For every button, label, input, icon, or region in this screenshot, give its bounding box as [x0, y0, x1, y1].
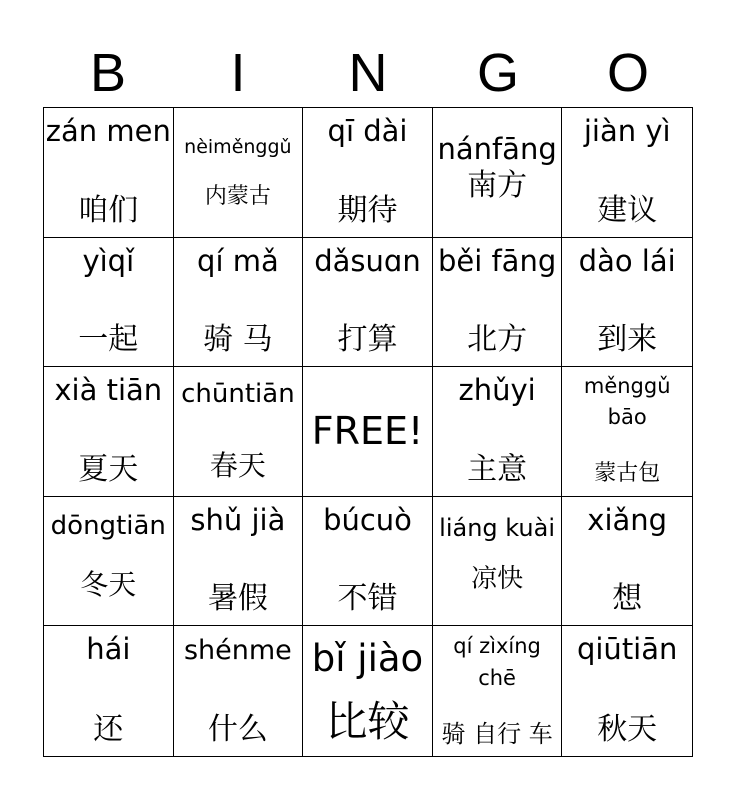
bingo-header	[43, 40, 693, 106]
cell-pinyin: shǔ jià	[190, 502, 286, 537]
cell-hanzi: 凉快	[471, 564, 524, 595]
bingo-cell[interactable]	[303, 626, 433, 756]
bingo-cell[interactable]	[433, 238, 563, 368]
cell-pinyin: běi fāng	[437, 243, 557, 278]
cell-pinyin: liáng kuài	[439, 513, 556, 542]
bingo-cell[interactable]	[562, 497, 692, 627]
cell-hanzi: 春天	[209, 448, 266, 482]
cell-pinyin: měnggǔ bāo	[583, 374, 671, 430]
bingo-cell[interactable]	[562, 238, 692, 368]
bingo-cell[interactable]	[174, 367, 304, 497]
bingo-cell[interactable]	[433, 626, 563, 756]
cell-pinyin: yìqǐ	[82, 243, 135, 278]
cell-hanzi: 到来	[597, 322, 658, 358]
free-space-cell[interactable]	[303, 367, 433, 497]
bingo-cell[interactable]	[174, 238, 304, 368]
cell-pinyin: qí mǎ	[197, 243, 279, 278]
bingo-cell[interactable]	[44, 626, 174, 756]
cell-hanzi: 想	[612, 581, 643, 617]
bingo-cell[interactable]	[303, 497, 433, 627]
bingo-cell[interactable]	[433, 497, 563, 627]
bingo-cell[interactable]	[44, 238, 174, 368]
cell-pinyin: zhǔyi	[458, 373, 536, 408]
free-space-label: FREE!	[311, 409, 424, 454]
cell-pinyin: dào lái	[578, 243, 676, 278]
header-letter-g: G	[476, 43, 519, 103]
cell-hanzi: 暑假	[207, 581, 268, 617]
header-letter-b: B	[89, 43, 127, 103]
bingo-cell[interactable]	[174, 626, 304, 756]
bingo-cell[interactable]	[303, 238, 433, 368]
cell-pinyin: qiūtiān	[576, 632, 678, 667]
bingo-cell[interactable]	[44, 367, 174, 497]
bingo-cell[interactable]	[562, 108, 692, 238]
bingo-cell[interactable]	[433, 108, 563, 238]
header-letter-n: N	[348, 43, 388, 103]
cell-pinyin: zán men	[45, 114, 171, 148]
cell-hanzi: 秋天	[597, 712, 658, 747]
cell-hanzi: 比较	[325, 697, 410, 746]
cell-hanzi: 蒙古包	[594, 460, 661, 486]
cell-hanzi: 期待	[337, 192, 398, 228]
cell-pinyin: bǐ jiào	[311, 637, 424, 681]
cell-hanzi: 咱们	[78, 192, 139, 228]
cell-hanzi: 不错	[337, 581, 398, 617]
bingo-cell[interactable]	[562, 626, 692, 756]
bingo-cell[interactable]	[174, 497, 304, 627]
cell-hanzi: 骑 自行 车	[441, 720, 553, 748]
cell-pinyin: nánfāng	[437, 132, 557, 166]
cell-hanzi: 打算	[337, 322, 398, 358]
cell-pinyin: chūntiān	[181, 379, 295, 410]
bingo-cell[interactable]	[44, 108, 174, 238]
bingo-card-grid	[43, 107, 693, 757]
cell-hanzi: 什么	[207, 712, 268, 747]
bingo-cell[interactable]	[433, 367, 563, 497]
bingo-cell[interactable]	[44, 497, 174, 627]
header-letter-o: O	[606, 43, 649, 103]
cell-pinyin: hái	[86, 632, 131, 667]
cell-pinyin: qī dài	[327, 114, 408, 148]
cell-hanzi: 一起	[78, 322, 139, 358]
cell-pinyin: jiàn yì	[583, 114, 671, 148]
cell-pinyin: dǎsuɑn	[314, 243, 421, 278]
cell-hanzi: 骑 马	[203, 322, 273, 358]
bingo-cell[interactable]	[174, 108, 304, 238]
cell-hanzi: 北方	[467, 322, 528, 358]
cell-hanzi: 内蒙古	[204, 183, 271, 209]
cell-pinyin: xiǎng	[587, 502, 668, 537]
cell-hanzi: 冬天	[80, 568, 137, 602]
cell-hanzi: 建议	[597, 192, 658, 228]
cell-pinyin: nèiměnggǔ	[184, 136, 292, 158]
cell-pinyin: xià tiān	[54, 373, 163, 408]
cell-hanzi: 夏天	[78, 451, 139, 487]
header-letter-i: I	[230, 43, 246, 103]
cell-hanzi: 南方	[467, 168, 528, 203]
bingo-cell[interactable]	[303, 108, 433, 238]
cell-pinyin: qí zìxíng chē	[453, 634, 541, 691]
cell-hanzi: 还	[93, 712, 124, 747]
cell-pinyin: dōngtiān	[50, 510, 166, 541]
bingo-cell[interactable]	[562, 367, 692, 497]
cell-hanzi: 主意	[467, 451, 528, 487]
cell-pinyin: búcuò	[323, 502, 412, 537]
cell-pinyin: shénme	[183, 635, 292, 667]
